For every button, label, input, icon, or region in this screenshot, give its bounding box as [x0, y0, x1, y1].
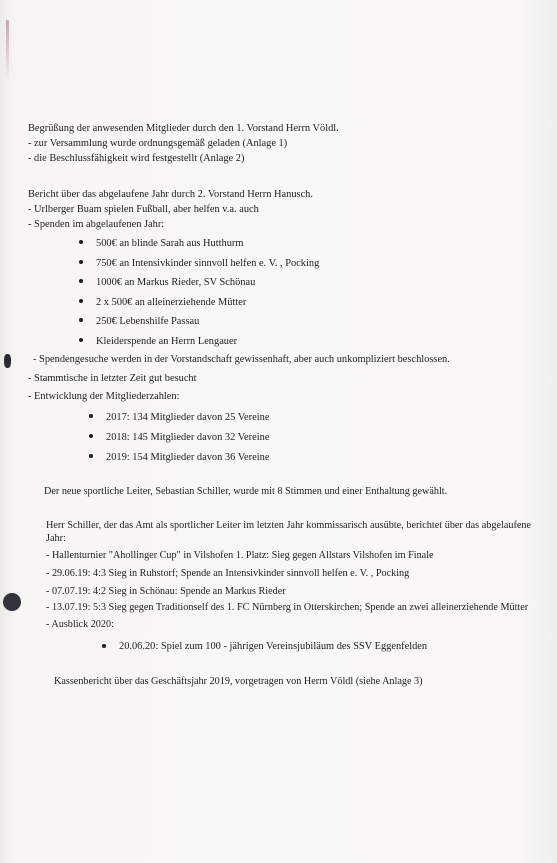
bullet-icon — [79, 279, 83, 283]
bullet-icon — [79, 318, 83, 322]
election-paragraph: Der neue sportliche Leiter, Sebastian Schiller, wurde mit 8 Stimmen und einer Enthaltung gewählt. — [44, 486, 448, 497]
document-body — [28, 121, 531, 689]
football-line: - Urlberger Buam spielen Fußball, aber helfen v.a. auch — [28, 204, 259, 215]
invitation-line: - zur Versammlung wurde ordnungsgemäß geladen (Anlage 1) — [28, 138, 288, 149]
punch-hole — [3, 593, 21, 611]
membership-heading: - Entwicklung der Mitgliederzahlen: — [28, 391, 180, 402]
treasury-line: Kassenbericht über das Geschäftsjahr 2019, vorgetragen von Herrn Völdl (siehe Anlage 3) — [54, 676, 423, 687]
report-heading: Bericht über das abgelaufene Jahr durch 2. Vorstand Herrn Hanusch. — [28, 189, 313, 200]
edge-mark — [6, 20, 9, 80]
bullet-icon — [102, 644, 106, 648]
bullet-icon — [89, 414, 93, 418]
greeting-line: Begrüßung der anwesenden Mitglieder durch den 1. Vorstand Herrn Völdl. — [28, 123, 339, 134]
outlook-list — [119, 638, 528, 656]
bullet-icon — [79, 240, 83, 244]
donations-list — [96, 234, 528, 351]
membership-list — [106, 408, 528, 468]
list-item: Kleiderspende an Herrn Lengauer — [96, 332, 528, 352]
sports-intro: Herr Schiller, der das Amt als sportlicher Leiter im letzten Jahr kommissarisch ausübte, berichtet über das abgelaufene Jahr: — [46, 520, 531, 544]
sports-item: - Hallenturnier "Ahollinger Cup" in Vilshofen 1. Platz: Sieg gegen Allstars Vilshofen im Finale — [46, 550, 434, 561]
bullet-icon — [89, 454, 93, 458]
list-item: 2 x 500€ an alleinerziehende Mütter — [96, 293, 528, 313]
list-item: 2018: 145 Mitglieder davon 32 Vereine — [106, 428, 528, 448]
requests-paragraph: - Spendengesuche werden in der Vorstandschaft gewissenhaft, aber auch unkompliziert beschlossen. — [33, 354, 450, 365]
sports-item: - 07.07.19: 4:2 Sieg in Schönau: Spende an Markus Rieder — [46, 586, 286, 597]
sports-item: - 29.06.19: 4:3 Sieg in Ruhstorf; Spende an Intensivkinder sinnvoll helfen e. V. , Pocking — [46, 568, 410, 579]
list-item: 250€ Lebenshilfe Passau — [96, 312, 528, 332]
list-item: 2019: 154 Mitglieder davon 36 Vereine — [106, 448, 528, 468]
bullet-icon — [79, 260, 83, 264]
bullet-icon — [89, 434, 93, 438]
bullet-icon — [79, 299, 83, 303]
bullet-icon — [79, 338, 83, 342]
list-item: 20.06.20: Spiel zum 100 - jährigen Vereinsjubiläum des SSV Eggenfelden — [119, 638, 528, 656]
sports-item: - 13.07.19: 5:3 Sieg gegen Traditionself des 1. FC Nürnberg in Otterskirchen; Spende an zwei alleinerziehende Mütter — [46, 602, 529, 613]
list-item: 1000€ an Markus Rieder, SV Schönau — [96, 273, 528, 293]
quorum-line: - die Beschlussfähigkeit wird festgestellt (Anlage 2) — [28, 153, 245, 164]
sports-item: - Ausblick 2020: — [46, 619, 114, 630]
stammtische-line: - Stammtische in letzter Zeit gut besucht — [28, 373, 197, 384]
donations-heading: - Spenden im abgelaufenen Jahr: — [28, 219, 165, 230]
list-item: 500€ an blinde Sarah aus Hutthurm — [96, 234, 528, 254]
list-item: 2017: 134 Mitglieder davon 25 Vereine — [106, 408, 528, 428]
punch-hole-small — [4, 354, 11, 368]
list-item: 750€ an Intensivkinder sinnvoll helfen e. V. , Pocking — [96, 254, 528, 274]
